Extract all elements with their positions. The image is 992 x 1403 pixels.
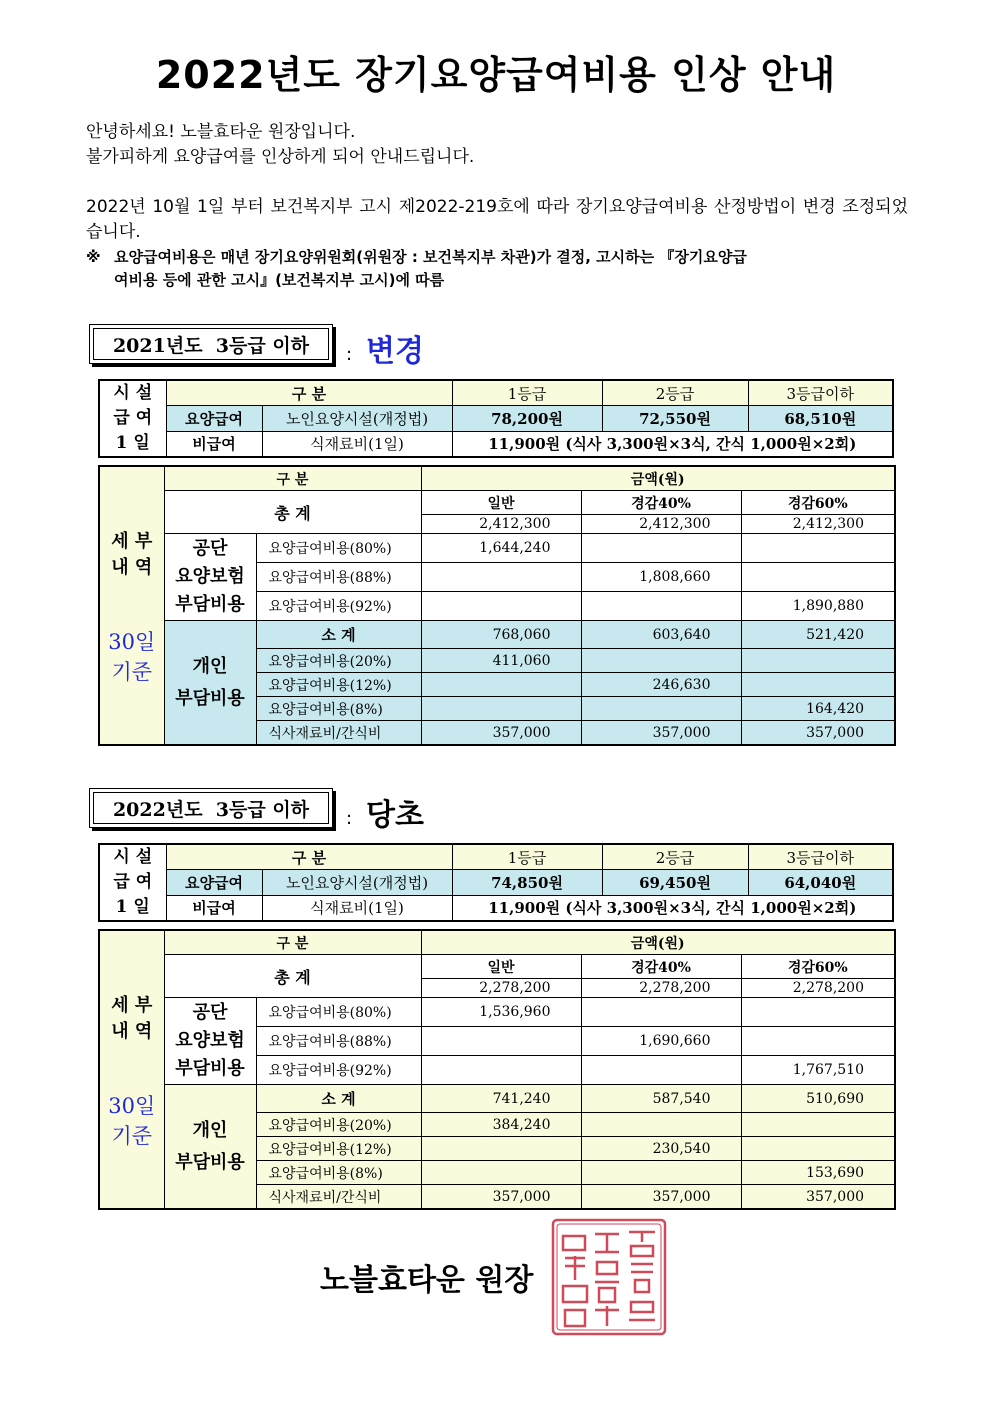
greeting <box>86 120 908 170</box>
section-colon: : <box>346 344 353 365</box>
signature-text: 노블효타운 원장 <box>320 1263 534 1298</box>
gaein-row-value <box>741 649 895 673</box>
total-value: 2,412,300 <box>741 515 895 534</box>
gaein-row-value <box>421 1161 581 1185</box>
section-label <box>89 324 333 364</box>
gaein-row-value: 357,000 <box>741 1185 895 1210</box>
section-label-text: 2022년도 3등급 이하 <box>112 798 310 821</box>
subtotal-value: 741,240 <box>421 1085 581 1113</box>
total-value: 2,412,300 <box>421 515 581 534</box>
detail-header-gubun: 구 분 <box>164 930 421 955</box>
total-label: 총 계 <box>164 955 421 998</box>
gaein-row-label: 요양급여비용(8%) <box>256 697 421 721</box>
facility-label-line: 1 일 <box>115 897 150 917</box>
subtotal-value: 521,420 <box>741 621 895 649</box>
total-label: 총 계 <box>164 491 421 534</box>
grade-header: 1등급 <box>452 380 602 406</box>
note-line: 여비용 등에 관한 고시』(보건복지부 고시)에 따름 <box>114 271 445 289</box>
gaein-row-value: 230,540 <box>581 1137 741 1161</box>
gongdan-label <box>164 534 256 621</box>
basis-label-line: 기준 <box>111 660 153 684</box>
gongdan-row-label: 요양급여비용(80%) <box>256 998 421 1027</box>
greeting-line: 불가피하게 요양급여를 인상하게 되어 안내드립니다. <box>86 147 475 167</box>
daily-rate-value: 78,200원 <box>452 406 602 431</box>
daily-rate-value: 72,550원 <box>602 406 748 431</box>
gongdan-label-line: 요양보험 <box>175 1030 245 1051</box>
gaein-row-value: 357,000 <box>421 1185 581 1210</box>
side-label-line: 내 역 <box>111 1021 153 1042</box>
gaein-row-value <box>581 649 741 673</box>
grade-header: 2등급 <box>602 380 748 406</box>
gongdan-row-value: 1,644,240 <box>421 534 581 563</box>
amount-column-header: 경감60% <box>741 955 895 979</box>
gaein-row-value: 153,690 <box>741 1161 895 1185</box>
gaein-row-label: 요양급여비용(12%) <box>256 673 421 697</box>
subtotal-label: 소 계 <box>256 1085 421 1113</box>
gongdan-label-line: 공단 <box>192 538 228 559</box>
gongdan-row-value <box>741 563 895 592</box>
gongdan-row-value: 1,767,510 <box>741 1056 895 1085</box>
gongdan-row-value <box>421 563 581 592</box>
basis-label-line: 30일 <box>108 1094 156 1118</box>
grade-header: 3등급이하 <box>748 380 893 406</box>
daily-rate-table <box>98 379 894 458</box>
gongdan-label-line: 공단 <box>192 1002 228 1023</box>
gongdan-label <box>164 998 256 1085</box>
column-header-gubun: 구 분 <box>166 380 452 406</box>
gaein-row-value <box>581 697 741 721</box>
gaein-row-value <box>741 1113 895 1137</box>
gongdan-row-value: 1,808,660 <box>581 563 741 592</box>
gaein-label-line: 개인 <box>192 655 228 677</box>
meal-cost-value: 11,900원 (식사 3,300원×3식, 간식 1,000원×2회) <box>452 895 893 921</box>
benefit-item: 노인요양시설(개정법) <box>262 406 452 431</box>
gaein-row-value: 357,000 <box>421 721 581 746</box>
gongdan-row-label: 요양급여비용(80%) <box>256 534 421 563</box>
facility-label-line: 1 일 <box>115 433 150 453</box>
gongdan-row-value <box>581 998 741 1027</box>
amount-column-header: 일반 <box>421 491 581 515</box>
amount-column-header: 경감40% <box>581 491 741 515</box>
detail-side-label <box>99 930 164 1209</box>
gongdan-row-value <box>421 1056 581 1085</box>
gongdan-row-value: 1,690,660 <box>581 1027 741 1056</box>
gongdan-row-label: 요양급여비용(88%) <box>256 1027 421 1056</box>
monthly-detail-table <box>98 465 896 746</box>
subtotal-value: 587,540 <box>581 1085 741 1113</box>
gaein-label-line: 개인 <box>192 1119 228 1141</box>
gaein-row-value: 357,000 <box>581 1185 741 1210</box>
detail-header-gubun: 구 분 <box>164 466 421 491</box>
facility-label-line: 시 설 <box>113 383 153 403</box>
daily-rate-table <box>98 843 894 922</box>
benefit-item: 노인요양시설(개정법) <box>262 870 452 895</box>
gongdan-row-value <box>421 1027 581 1056</box>
gongdan-row-value <box>741 1027 895 1056</box>
benefit-category: 요양급여 <box>166 406 262 431</box>
gongdan-label-line: 부담비용 <box>175 1058 245 1079</box>
note-line: 요양급여비용은 매년 장기요양위원회(위원장 : 보건복지부 차관)가 결정, 고시하는 『장기요양급 <box>114 248 747 266</box>
side-label-line: 세 부 <box>111 995 153 1016</box>
facility-label <box>99 380 166 457</box>
gaein-row-value: 164,420 <box>741 697 895 721</box>
detail-side-label <box>99 466 164 745</box>
meal-cost-value: 11,900원 (식사 3,300원×3식, 간식 1,000원×2회) <box>452 431 893 457</box>
gongdan-row-label: 요양급여비용(88%) <box>256 563 421 592</box>
section-colon: : <box>346 808 353 829</box>
gaein-label-line: 부담비용 <box>175 687 245 709</box>
gongdan-row-label: 요양급여비용(92%) <box>256 592 421 621</box>
gongdan-label-line: 부담비용 <box>175 594 245 615</box>
gaein-row-label: 식사재료비/간식비 <box>256 1185 421 1210</box>
section-status-word: 변경 <box>366 334 424 369</box>
note <box>86 246 908 292</box>
facility-label-line: 급 여 <box>113 872 153 892</box>
monthly-detail-table <box>98 929 896 1210</box>
gaein-row-label: 요양급여비용(8%) <box>256 1161 421 1185</box>
gaein-row-value <box>741 1137 895 1161</box>
detail-header-amount: 금액(원) <box>421 930 895 955</box>
gongdan-row-value <box>421 592 581 621</box>
grade-header: 3등급이하 <box>748 844 893 870</box>
gaein-label <box>164 1085 256 1210</box>
benefit-item: 식재료비(1일) <box>262 431 452 457</box>
benefit-item: 식재료비(1일) <box>262 895 452 921</box>
gaein-row-value <box>421 1137 581 1161</box>
subtotal-value: 768,060 <box>421 621 581 649</box>
benefit-category: 요양급여 <box>166 870 262 895</box>
page-title: 2022년도 장기요양급여비용 인상 안내 <box>155 53 837 97</box>
gongdan-row-value <box>581 1056 741 1085</box>
gaein-row-value <box>581 1161 741 1185</box>
gaein-row-label: 요양급여비용(12%) <box>256 1137 421 1161</box>
facility-label <box>99 844 166 921</box>
facility-label-line: 급 여 <box>113 408 153 428</box>
amount-column-header: 경감40% <box>581 955 741 979</box>
daily-rate-value: 69,450원 <box>602 870 748 895</box>
amount-column-header: 경감60% <box>741 491 895 515</box>
gaein-row-value: 357,000 <box>741 721 895 746</box>
gaein-label <box>164 621 256 746</box>
side-label-line: 내 역 <box>111 557 153 578</box>
gongdan-row-value <box>741 998 895 1027</box>
gaein-row-value <box>741 673 895 697</box>
total-value: 2,278,200 <box>581 979 741 998</box>
total-value: 2,278,200 <box>741 979 895 998</box>
greeting-line: 안녕하세요! 노블효타운 원장입니다. <box>86 122 356 142</box>
side-label-line: 세 부 <box>111 531 153 552</box>
gongdan-row-value <box>741 534 895 563</box>
gaein-row-label: 식사재료비/간식비 <box>256 721 421 746</box>
body-text: 2022년 10월 1일 부터 보건복지부 고시 제2022-219호에 따라 장기요양급여비용 산정방법이 변경 조정되었습니다. <box>86 197 908 242</box>
gongdan-label-line: 요양보험 <box>175 566 245 587</box>
basis-label-line: 30일 <box>108 630 156 654</box>
grade-header: 2등급 <box>602 844 748 870</box>
subtotal-value: 510,690 <box>741 1085 895 1113</box>
benefit-category: 비급여 <box>166 895 262 921</box>
grade-header: 1등급 <box>452 844 602 870</box>
gaein-label-line: 부담비용 <box>175 1151 245 1173</box>
gongdan-row-label: 요양급여비용(92%) <box>256 1056 421 1085</box>
amount-column-header: 일반 <box>421 955 581 979</box>
gaein-row-value: 357,000 <box>581 721 741 746</box>
gongdan-row-value: 1,536,960 <box>421 998 581 1027</box>
gongdan-row-value <box>581 592 741 621</box>
gaein-row-value: 246,630 <box>581 673 741 697</box>
subtotal-label: 소 계 <box>256 621 421 649</box>
official-seal-icon <box>547 1216 669 1338</box>
gongdan-row-value <box>581 534 741 563</box>
daily-rate-value: 74,850원 <box>452 870 602 895</box>
total-value: 2,412,300 <box>581 515 741 534</box>
column-header-gubun: 구 분 <box>166 844 452 870</box>
section-label <box>89 788 333 828</box>
section-label-text: 2021년도 3등급 이하 <box>112 334 310 357</box>
section-status-word: 당초 <box>366 798 424 833</box>
gaein-row-value <box>421 697 581 721</box>
note-mark: ※ <box>86 248 101 266</box>
total-value: 2,278,200 <box>421 979 581 998</box>
gaein-row-value <box>421 673 581 697</box>
subtotal-value: 603,640 <box>581 621 741 649</box>
gaein-row-value <box>581 1113 741 1137</box>
gaein-row-value: 411,060 <box>421 649 581 673</box>
daily-rate-value: 68,510원 <box>748 406 893 431</box>
detail-header-amount: 금액(원) <box>421 466 895 491</box>
gaein-row-label: 요양급여비용(20%) <box>256 649 421 673</box>
basis-label-line: 기준 <box>111 1124 153 1148</box>
gaein-row-value: 384,240 <box>421 1113 581 1137</box>
facility-label-line: 시 설 <box>113 847 153 867</box>
gongdan-row-value: 1,890,880 <box>741 592 895 621</box>
benefit-category: 비급여 <box>166 431 262 457</box>
gaein-row-label: 요양급여비용(20%) <box>256 1113 421 1137</box>
daily-rate-value: 64,040원 <box>748 870 893 895</box>
